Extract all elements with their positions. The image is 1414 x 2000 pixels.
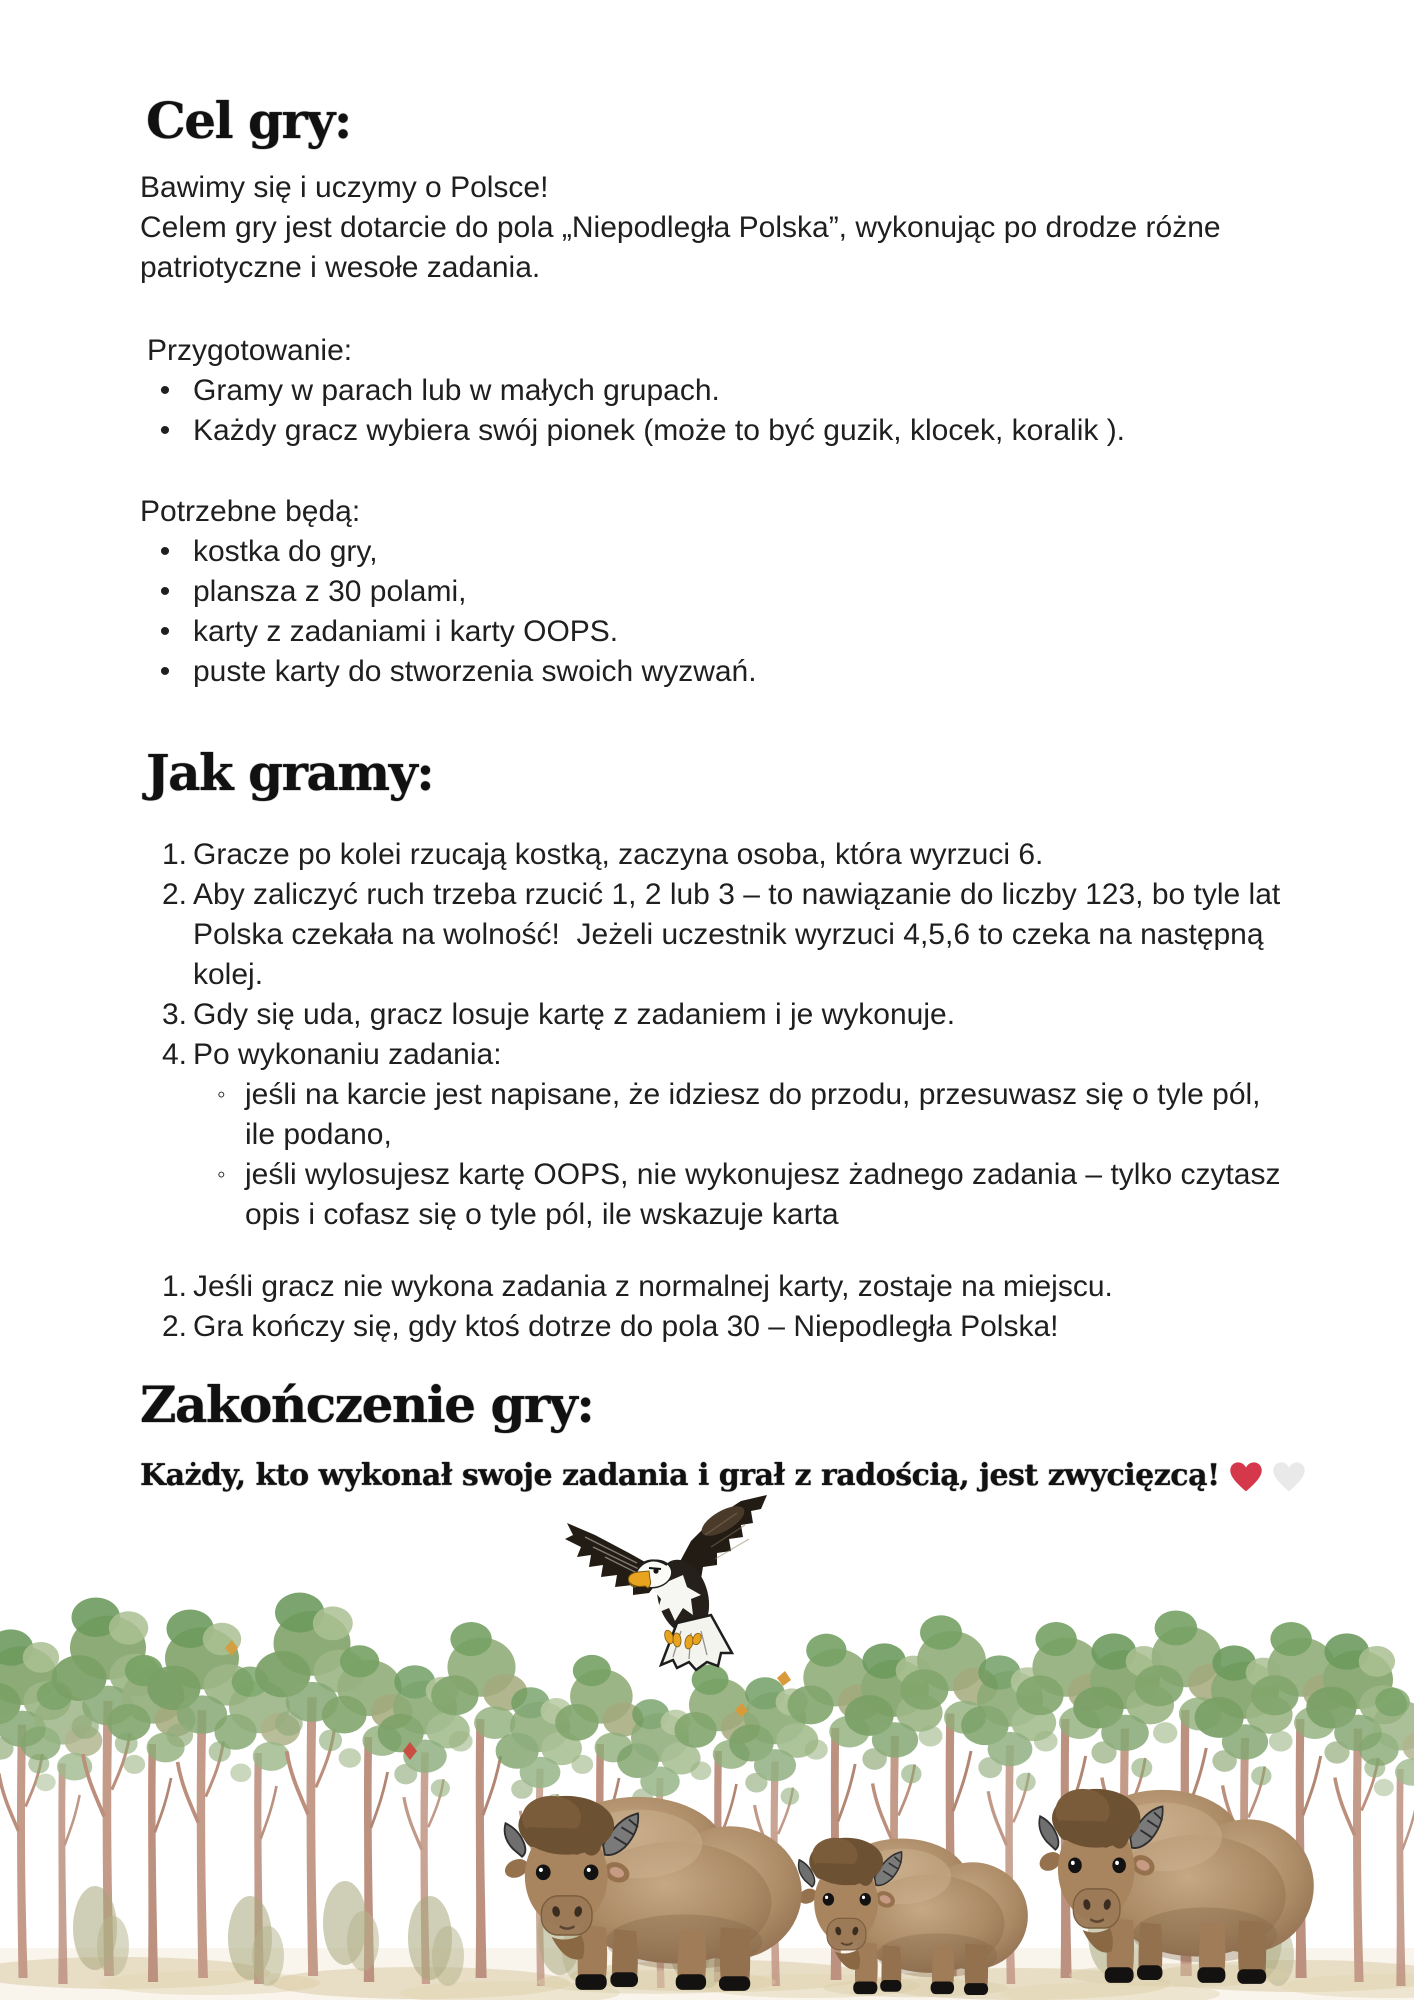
item-number: 1.: [162, 1270, 188, 1303]
jak-gramy-steps: [162, 835, 1280, 1075]
eagle-illustration: [565, 1495, 767, 1670]
bullet-icon: •: [159, 414, 171, 447]
paragraph-line: Celem gry jest dotarcie do pola „Niepodległa Polska”, wykonując po drodze różne: [140, 211, 1221, 244]
item-text: ile podano,: [245, 1118, 392, 1151]
list-item-text: plansza z 30 polami,: [193, 575, 467, 608]
list-item: [158, 652, 757, 692]
item-text: Aby zaliczyć ruch trzeba rzucić 1, 2 lub 3 – to nawiązanie do liczby 123, bo tyle lat: [193, 878, 1281, 911]
item-text: jeśli wylosujesz kartę OOPS, nie wykonujesz żadnego zadania – tylko czytasz: [245, 1158, 1281, 1191]
list-item-text: kostka do gry,: [193, 535, 378, 568]
circle-bullet-icon: ◦: [217, 1161, 226, 1188]
bullet-icon: •: [159, 535, 171, 568]
item-number: 4.: [162, 1038, 188, 1071]
numbered-item: [162, 875, 1280, 995]
item-number: 1.: [162, 838, 188, 871]
potrzebne-list: [158, 532, 757, 692]
item-number: 3.: [162, 998, 188, 1031]
numbered-item: [162, 1267, 1113, 1307]
potrzebne-label: Potrzebne będą:: [140, 495, 361, 528]
bullet-icon: •: [159, 655, 171, 688]
jak-gramy-substeps: [217, 1075, 1280, 1235]
przygotowanie-label: Przygotowanie:: [147, 334, 353, 367]
forest-illustration: [0, 1478, 1414, 2000]
bullet-icon: •: [159, 615, 171, 648]
paragraph-line: Bawimy się i uczymy o Polsce!: [140, 171, 549, 204]
item-number: 2.: [162, 878, 188, 911]
item-text: Po wykonaniu zadania:: [193, 1038, 502, 1071]
item-text: opis i cofasz się o tyle pól, ile wskazuje karta: [245, 1198, 839, 1231]
list-item: [158, 411, 1125, 451]
item-text: Polska czekała na wolność! Jeżeli uczestnik wyrzuci 4,5,6 to czeka na następną: [193, 918, 1264, 951]
sub-list-item: [217, 1155, 1280, 1235]
list-item-text: Każdy gracz wybiera swój pionek (może to być guzik, klocek, koralik ).: [193, 414, 1126, 447]
numbered-item: [162, 995, 1280, 1035]
circle-bullet-icon: ◦: [217, 1081, 226, 1108]
list-item-text: karty z zadaniami i karty OOPS.: [193, 615, 619, 648]
heading-jak-gramy: Jak gramy:: [146, 743, 434, 802]
bullet-icon: •: [159, 374, 171, 407]
jak-gramy-endsteps: [162, 1267, 1113, 1347]
cel-gry-paragraph: [140, 168, 1221, 288]
item-text: kolej.: [193, 958, 264, 991]
item-text: Jeśli gracz nie wykona zadania z normalnej karty, zostaje na miejscu.: [193, 1270, 1113, 1303]
list-item: [158, 371, 1125, 411]
item-text: Gra kończy się, gdy ktoś dotrze do pola 30 – Niepodległa Polska!: [193, 1310, 1059, 1343]
item-text: Gracze po kolei rzucają kostką, zaczyna osoba, która wyrzuci 6.: [193, 838, 1044, 871]
numbered-item: [162, 835, 1280, 875]
item-number: 2.: [162, 1310, 188, 1343]
numbered-item: [162, 1307, 1113, 1347]
heading-cel-gry: Cel gry:: [146, 91, 351, 150]
przygotowanie-list: [158, 371, 1125, 451]
bullet-icon: •: [159, 575, 171, 608]
sub-list-item: [217, 1075, 1280, 1155]
final-statement-text: Każdy, kto wykonał swoje zadania i grał z radością, jest zwycięzcą!: [140, 1458, 1220, 1493]
list-item-text: puste karty do stworzenia swoich wyzwań.: [193, 655, 757, 688]
list-item: [158, 572, 757, 612]
paragraph-line: patriotyczne i wesołe zadania.: [140, 251, 541, 284]
list-item: [158, 612, 757, 652]
list-item: [158, 532, 757, 572]
item-text: Gdy się uda, gracz losuje kartę z zadaniem i je wykonuje.: [193, 998, 956, 1031]
list-item-text: Gramy w parach lub w małych grupach.: [193, 374, 720, 407]
numbered-item: [162, 1035, 1280, 1075]
heading-zakonczenie-gry: Zakończenie gry:: [140, 1375, 594, 1434]
item-text: jeśli na karcie jest napisane, że idziesz do przodu, przesuwasz się o tyle pól,: [245, 1078, 1261, 1111]
